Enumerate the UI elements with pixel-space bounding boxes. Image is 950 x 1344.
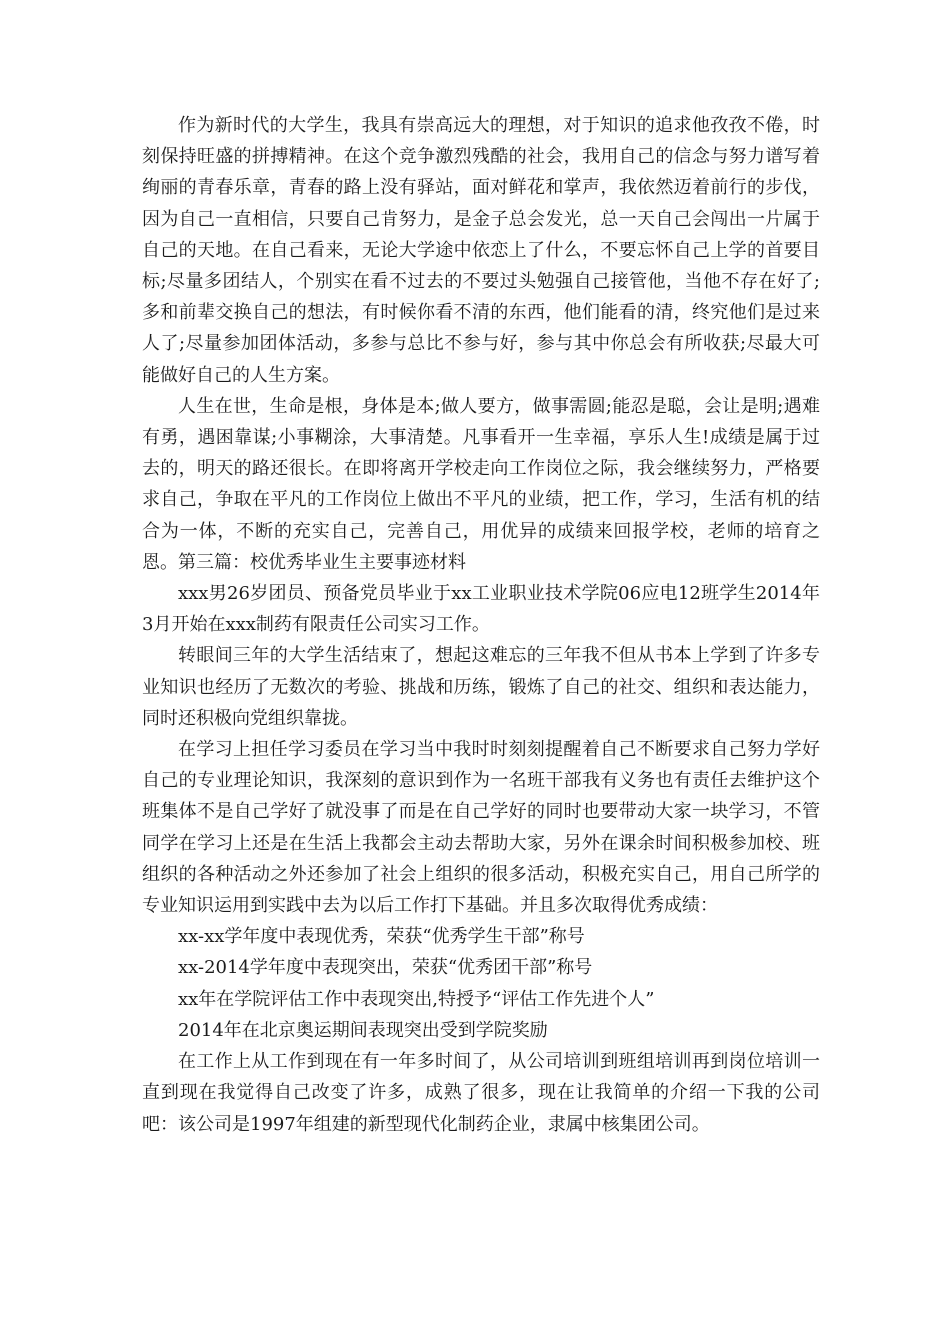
body-paragraph: 人生在世，生命是根，身体是本;做人要方，做事需圆;能忍是聪，会让是明;遇难有勇，遇困靠谋;小事糊涂，大事清楚。凡事看开一生幸福，享乐人生!成绩是属于过去的，明天的路还很长。在即将离开学校走向工作岗位之际，我会继续努力，严格要求自己，争取在平凡的工作岗位上做出不平凡的业绩，把工作，学习，生活有机的结合为一体，不断的充实自己，完善自己，用优异的成绩来回报学校，老师的培育之恩。第三篇：校优秀毕业生主要事迹材料 [142, 395, 820, 573]
honor-item: xx年在学院评估工作中表现突出,特授予“评估工作先进个人” [178, 988, 655, 1010]
closing-paragraph: 在工作上从工作到现在有一年多时间了，从公司培训到班组培训再到岗位培训一直到现在我觉得自己改变了许多，成熟了很多，现在让我简单的介绍一下我的公司吧：该公司是1997年组建的新型现代化制药企业，隶属中核集团公司。 [142, 1051, 820, 1135]
honors-list [142, 921, 820, 1046]
document-page [142, 110, 820, 1140]
body-paragraph: 在学习上担任学习委员在学习当中我时时刻刻提醒着自己不断要求自己努力学好自己的专业理论知识，我深刻的意识到作为一名班干部我有义务也有责任去维护这个班集体不是自己学好了就没事了而是在自己学好的同时也要带动大家一块学习，不管同学在学习上还是在生活上我都会主动去帮助大家，另外在课余时间积极参加校、班组织的各种活动之外还参加了社会上组织的很多活动，积极充实自己，用自己所学的专业知识运用到实践中去为以后工作打下基础。并且多次取得优秀成绩： [142, 739, 820, 917]
body-paragraph: 转眼间三年的大学生活结束了，想起这难忘的三年我不但从书本上学到了许多专业知识也经历了无数次的考验、挑战和历练，锻炼了自己的社交、组织和表达能力，同时还积极向党组织靠拢。 [142, 645, 820, 729]
body-paragraph: 作为新时代的大学生，我具有崇高远大的理想，对于知识的追求他孜孜不倦，时刻保持旺盛的拼搏精神。在这个竞争激烈残酷的社会，我用自己的信念与努力谱写着绚丽的青春乐章，青春的路上没有驿站，面对鲜花和掌声，我依然迈着前行的步伐，因为自己一直相信，只要自己肯努力，是金子总会发光，总一天自己会闯出一片属于自己的天地。在自己看来，无论大学途中依恋上了什么，不要忘怀自己上学的首要目标;尽量多团结人，个别实在看不过去的不要过头勉强自己接管他，当他不存在好了;多和前辈交换自己的想法，有时候你看不清的东西，他们能看的清，终究他们是过来人了;尽量参加团体活动，多参与总比不参与好，参与其中你总会有所收获;尽最大可能做好自己的人生方案。 [142, 115, 820, 386]
honor-item: 2014年在北京奥运期间表现突出受到学院奖励 [178, 1019, 548, 1041]
honor-item: xx-xx学年度中表现优秀，荣获“优秀学生干部”称号 [178, 926, 585, 948]
body-paragraph: xxx男26岁团员、预备党员毕业于xx工业职业技术学院06应电12班学生2014年3月开始在xxx制药有限责任公司实习工作。 [142, 583, 820, 636]
honor-item: xx-2014学年度中表现突出，荣获“优秀团干部”称号 [178, 957, 593, 979]
